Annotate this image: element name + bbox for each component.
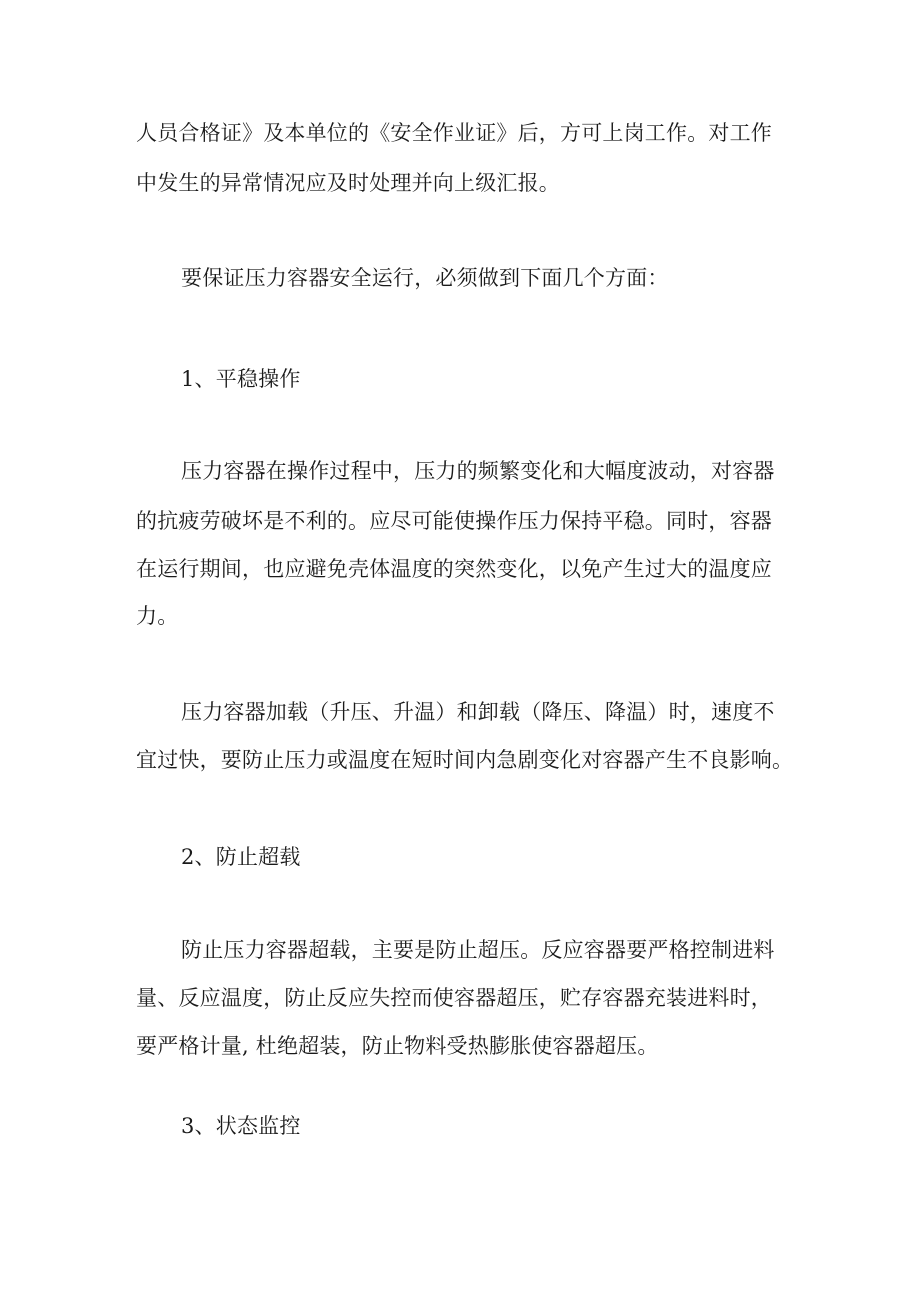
- paragraph-3-line-4: 力。: [136, 604, 179, 628]
- paragraph-4-line-1: 压力容器加载（升压、升温）和卸载（降压、降温）时，速度不: [181, 700, 775, 724]
- paragraph-5-line-2: 量、反应温度，防止反应失控而使容器超压，贮存容器充装进料时，: [136, 986, 772, 1010]
- paragraph-3-line-1: 压力容器在操作过程中，压力的频繁变化和大幅度波动，对容器: [181, 459, 775, 483]
- paragraph-5-line-1: 防止压力容器超载，主要是防止超压。反应容器要严格控制进料: [181, 938, 775, 962]
- paragraph-4-line-2: 宜过快，要防止压力或温度在短时间内急剧变化对容器产生不良影响。: [136, 748, 794, 772]
- section-heading-2: 2、防止超载: [181, 845, 301, 869]
- paragraph-1-line-2: 中发生的异常情况应及时处理并向上级汇报。: [136, 171, 560, 195]
- paragraph-1-line-1: 人员合格证》及本单位的《安全作业证》后，方可上岗工作。对工作: [136, 121, 772, 145]
- paragraph-3-line-2: 的抗疲劳破坏是不利的。应尽可能使操作压力保持平稳。同时，容器: [136, 509, 772, 533]
- paragraph-3-line-3: 在运行期间，也应避免壳体温度的突然变化，以免产生过大的温度应: [136, 557, 772, 581]
- section-heading-1: 1、平稳操作: [181, 367, 301, 391]
- section-heading-3: 3、状态监控: [181, 1114, 301, 1138]
- paragraph-2: 要保证压力容器安全运行，必须做到下面几个方面：: [181, 266, 669, 290]
- paragraph-5-line-3: 要严格计量, 杜绝超装，防止物料受热膨胀使容器超压。: [136, 1034, 659, 1058]
